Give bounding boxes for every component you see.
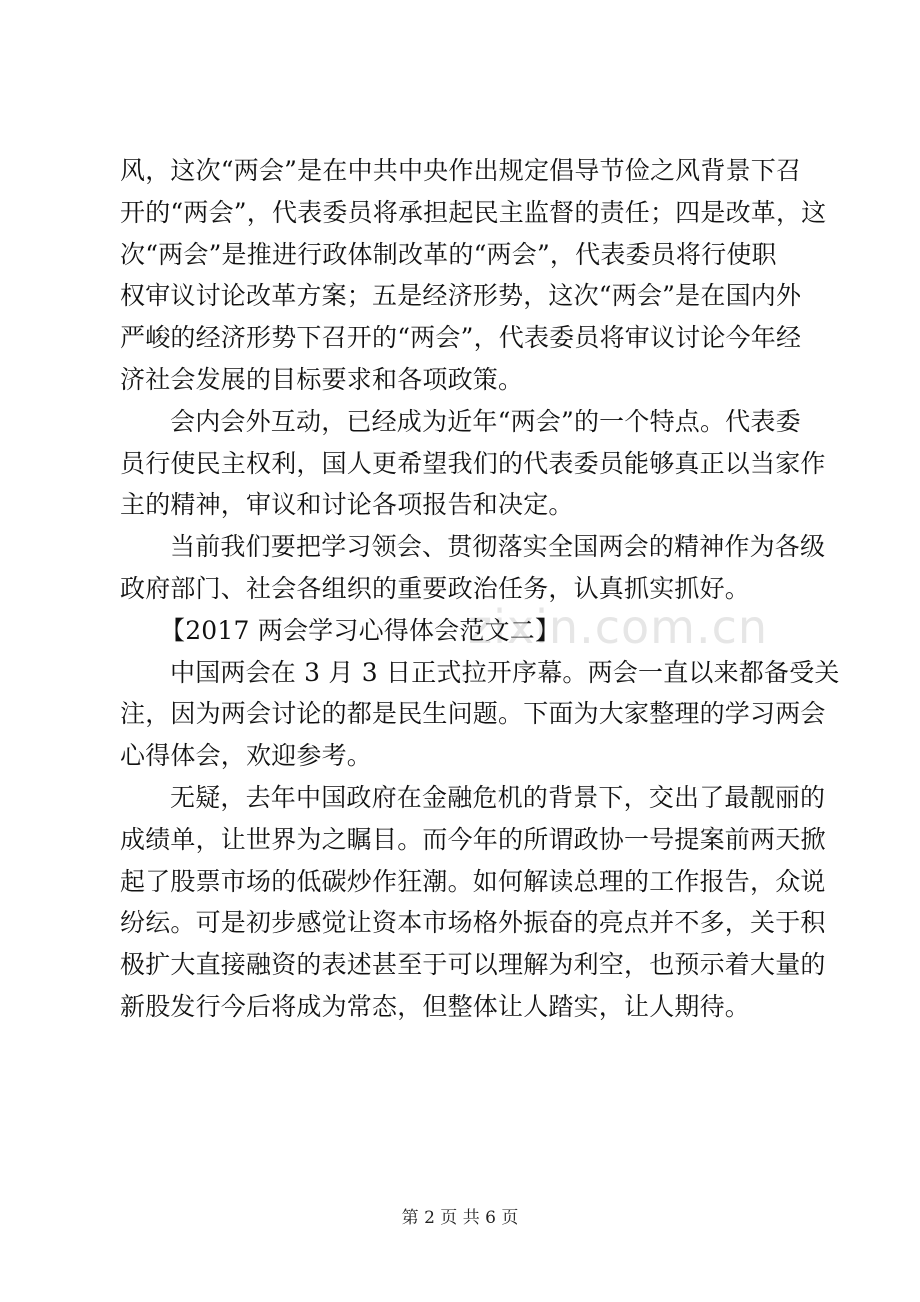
document-body — [120, 150, 840, 1028]
text-line: 纷纭。可是初步感觉让资本市场格外振奋的亮点并不多，关于积 — [120, 908, 826, 938]
text-line: 当前我们要把学习领会、贯彻落实全国两会的精神作为各级 — [170, 532, 826, 562]
paragraph-1 — [120, 150, 827, 401]
text-line: 心得体会，欢迎参考。 — [120, 741, 373, 771]
paragraph-2 — [120, 401, 826, 526]
text-line: 起了股票市场的低碳炒作狂潮。如何解读总理的工作报告，众说 — [120, 866, 826, 896]
section-heading: 【2017 两会学习心得体会范文二】 — [160, 615, 561, 645]
text-line: 会内会外互动，已经成为近年“两会”的一个特点。代表委 — [170, 406, 801, 436]
text-line: 注，因为两会讨论的都是民生问题。下面为大家整理的学习两会 — [120, 699, 826, 729]
text-line: 权审议讨论改革方案；五是经济形势，这次“两会”是在国内外 — [120, 281, 802, 311]
text-line: 开的“两会”，代表委员将承担起民主监督的责任；四是改革，这 — [120, 197, 827, 227]
text-line: 次“两会”是推进行政体制改革的“两会”，代表委员将行使职 — [120, 239, 777, 269]
text-line: 员行使民主权利，国人更希望我们的代表委员能够真正以当家作 — [120, 448, 826, 478]
paragraph-5 — [120, 777, 826, 1028]
text-line: 成绩单，让世界为之瞩目。而今年的所谓政协一号提案前两天掀 — [120, 824, 826, 854]
text-line: 济社会发展的目标要求和各项政策。 — [120, 364, 524, 394]
paragraph-4 — [120, 652, 840, 777]
text-line: 严峻的经济形势下召开的“两会”，代表委员将审议讨论今年经 — [120, 323, 802, 353]
text-line: 政府部门、社会各组织的重要政治任务，认真抓实抓好。 — [120, 573, 751, 603]
watermark: zixin.com.cn — [468, 600, 769, 654]
paragraph-3 — [120, 526, 826, 610]
text-line: 风，这次“两会”是在中共中央作出规定倡导节俭之风背景下召 — [120, 156, 802, 185]
text-line: 主的精神，审议和讨论各项报告和决定。 — [120, 490, 574, 520]
text-line: 新股发行今后将成为常态，但整体让人踏实，让人期待。 — [120, 991, 751, 1021]
text-line: 极扩大直接融资的表述甚至于可以理解为利空，也预示着大量的 — [120, 950, 826, 980]
page-number-footer: 第 2 页 共 6 页 — [401, 1208, 519, 1228]
text-line: 无疑，去年中国政府在金融危机的背景下，交出了最靓丽的 — [170, 782, 826, 812]
text-line: 中国两会在 3 月 3 日正式拉开序幕。两会一直以来都备受关 — [170, 657, 840, 687]
